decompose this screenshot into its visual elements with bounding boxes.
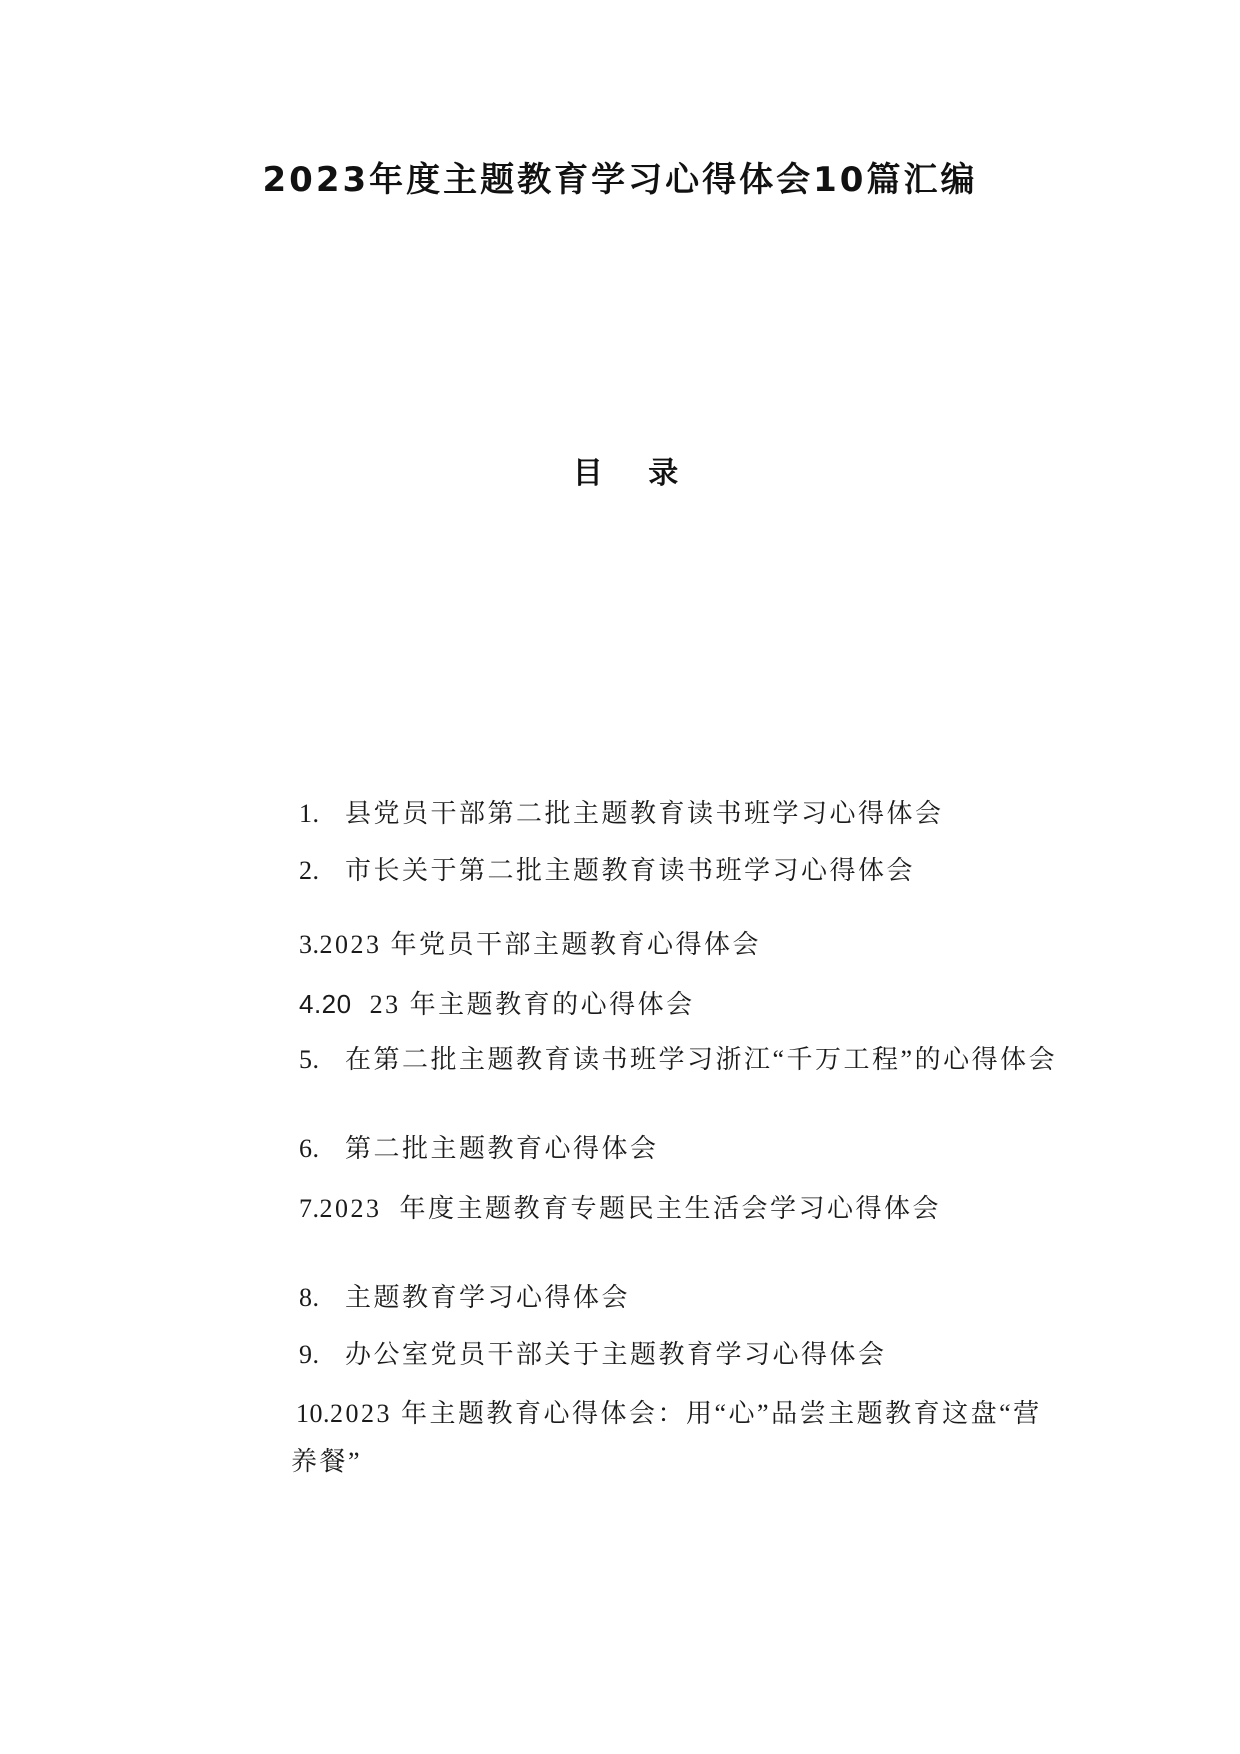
toc-item-number: 1. bbox=[299, 799, 320, 828]
toc-item-text: 23 年主题教育的心得体会 bbox=[351, 990, 695, 1019]
toc-item bbox=[245, 811, 916, 885]
toc-item-number: 2. bbox=[299, 856, 320, 885]
toc-item-number: 10. bbox=[296, 1399, 330, 1428]
toc-item bbox=[245, 885, 762, 959]
toc-item-number: 5. bbox=[299, 1045, 320, 1074]
toc-item-text: 市长关于第二批主题教育读书班学习心得体会 bbox=[345, 856, 916, 885]
toc-item bbox=[245, 1149, 942, 1223]
toc-item bbox=[245, 944, 695, 1019]
toc-item-text: 2023 年度主题教育专题民主生活会学习心得体会 bbox=[319, 1194, 942, 1223]
document-title: 2023年度主题教育学习心得体会10篇汇编 bbox=[262, 160, 978, 200]
toc-item-text: 在第二批主题教育读书班学习浙江“千万工程”的心得体会 bbox=[345, 1045, 1058, 1074]
toc-item-text: 2023 年党员干部主题教育心得体会 bbox=[319, 930, 762, 959]
toc-item-number: 3. bbox=[299, 930, 320, 959]
toc-item-number: 8. bbox=[299, 1283, 320, 1312]
toc-item-text-continued: 养餐” bbox=[291, 1447, 363, 1476]
toc-item-number: 7. bbox=[299, 1194, 320, 1223]
toc-item bbox=[242, 1354, 1042, 1428]
toc-item-text: 主题教育学习心得体会 bbox=[345, 1283, 631, 1312]
toc-item-number: 4.20 bbox=[299, 989, 352, 1019]
toc-item bbox=[245, 1000, 1058, 1074]
toc-item bbox=[245, 1089, 659, 1163]
toc-item bbox=[245, 1238, 631, 1312]
toc-item bbox=[245, 1295, 887, 1369]
toc-item-text: 2023 年主题教育心得体会：用“心”品尝主题教育这盘“营 bbox=[330, 1399, 1042, 1428]
toc-item bbox=[245, 754, 944, 828]
toc-heading: 目 录 bbox=[572, 456, 679, 491]
toc-item-text: 办公室党员干部关于主题教育学习心得体会 bbox=[345, 1340, 887, 1369]
toc-item-text: 第二批主题教育心得体会 bbox=[345, 1134, 659, 1163]
toc-item-number: 9. bbox=[299, 1340, 320, 1369]
toc-item-number: 6. bbox=[299, 1134, 320, 1163]
toc-item-text: 县党员干部第二批主题教育读书班学习心得体会 bbox=[345, 799, 944, 828]
